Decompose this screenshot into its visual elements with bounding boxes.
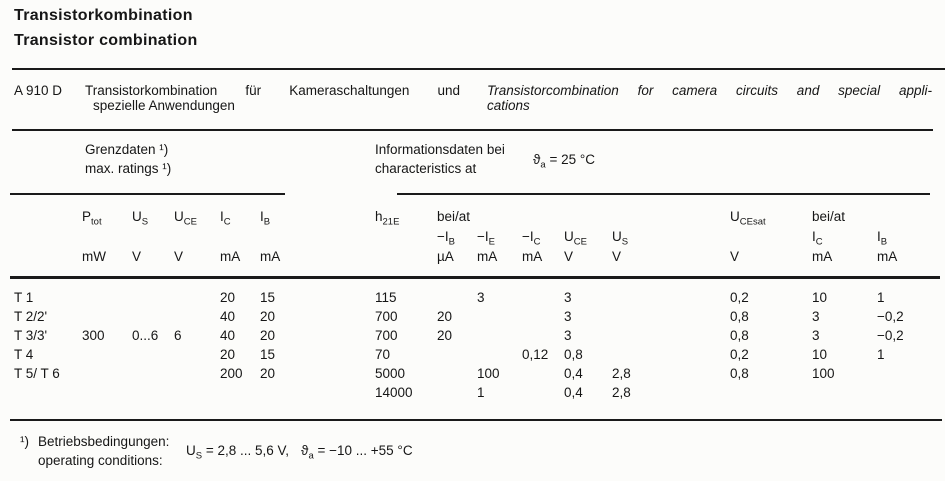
cell-h21e: 700 bbox=[375, 328, 398, 343]
unit-ic2: mA bbox=[812, 249, 833, 264]
section-max-ratings-german: Grenzdaten ¹) bbox=[85, 142, 169, 157]
cell-ib2 bbox=[877, 364, 931, 383]
cell-minus-ib bbox=[437, 345, 477, 364]
cell-ic2: 10 bbox=[812, 347, 828, 362]
unit-ucesat: V bbox=[730, 249, 740, 264]
theta-symbol: ϑ bbox=[301, 443, 309, 458]
cell-uce2: 3 bbox=[564, 309, 572, 324]
divider-ratings-header bbox=[10, 193, 285, 195]
cell-ucesat: 0,2 bbox=[730, 290, 749, 305]
divider-body-footnote bbox=[10, 419, 942, 421]
cell-ic2 bbox=[812, 383, 877, 402]
cell-minus-ic bbox=[522, 383, 564, 402]
section-characteristics-german: Informationsdaten bei bbox=[375, 142, 505, 157]
cell-us bbox=[132, 307, 174, 326]
cell-h21e: 70 bbox=[375, 347, 391, 362]
col-header-us2: $U_S$ bbox=[612, 229, 629, 248]
column-units-row bbox=[14, 247, 931, 267]
cell-minus-ic bbox=[522, 307, 564, 326]
cell-ib: 20 bbox=[260, 328, 276, 343]
row-label: T 2/2' bbox=[14, 309, 48, 324]
cell-minus-ie: 3 bbox=[477, 290, 485, 305]
cell-uce bbox=[174, 364, 220, 383]
product-description-german bbox=[85, 83, 460, 113]
theta-symbol: ϑ bbox=[533, 152, 541, 167]
product-description-german-line2: spezielle Anwendungen bbox=[93, 98, 235, 113]
col-header-ptot: $P_{tot}$ bbox=[82, 209, 102, 228]
cell-uce2: 3 bbox=[564, 290, 572, 305]
cell-uce bbox=[174, 345, 220, 364]
cell-us bbox=[132, 288, 174, 307]
theta-subscript: a bbox=[308, 450, 314, 462]
cell-uce: 6 bbox=[174, 328, 182, 343]
footnote-marker: ¹) bbox=[20, 434, 29, 449]
cell-ic: 20 bbox=[220, 290, 236, 305]
cell-us2: 2,8 bbox=[612, 385, 631, 400]
cell-minus-ic bbox=[522, 326, 564, 345]
cell-us bbox=[132, 383, 174, 402]
theta-subscript: a bbox=[540, 159, 546, 171]
unit-minus-ib: µA bbox=[437, 249, 454, 264]
cell-ic: 40 bbox=[220, 328, 236, 343]
unit-minus-ic: mA bbox=[522, 249, 543, 264]
cell-uce bbox=[174, 307, 220, 326]
col-header-beiat2: bei/at bbox=[812, 209, 846, 224]
row-label: T 5/ T 6 bbox=[14, 366, 60, 381]
table-column-headers bbox=[14, 206, 931, 267]
table-body bbox=[14, 288, 931, 402]
condition-value: = 25 °C bbox=[545, 152, 595, 167]
cell-uce2: 3 bbox=[564, 328, 572, 343]
cell-ucesat: 0,8 bbox=[730, 366, 749, 381]
cell-uce bbox=[174, 383, 220, 402]
us-subscript: S bbox=[195, 450, 203, 462]
col-header-h21e: $h_{21E}$ bbox=[375, 209, 400, 228]
cell-h21e: 115 bbox=[375, 290, 397, 305]
cell-us: 0...6 bbox=[132, 328, 159, 343]
cell-us2 bbox=[612, 288, 730, 307]
cell-us2: 2,8 bbox=[612, 366, 631, 381]
cell-ptot bbox=[82, 364, 132, 383]
section-characteristics-english: characteristics at bbox=[375, 161, 477, 176]
table-row bbox=[14, 345, 931, 364]
cell-ib: 15 bbox=[260, 347, 276, 362]
col-header-ib2: $I_B$ bbox=[877, 229, 888, 248]
cell-ib: 20 bbox=[260, 366, 276, 381]
col-header-minus-ic: $-I_C$ bbox=[522, 229, 541, 248]
divider-header-body bbox=[10, 276, 940, 279]
unit-ptot: mW bbox=[82, 249, 106, 264]
cell-minus-ie bbox=[477, 345, 522, 364]
cell-ic: 20 bbox=[220, 347, 236, 362]
cell-ib2: 1 bbox=[877, 347, 885, 362]
divider-characteristics-header bbox=[397, 193, 930, 195]
unit-uce: V bbox=[174, 249, 184, 264]
cell-uce2: 0,4 bbox=[564, 385, 583, 400]
cell-ib2: −0,2 bbox=[877, 328, 904, 343]
col-header-minus-ib: $-I_B$ bbox=[437, 229, 455, 248]
unit-minus-ie: mA bbox=[477, 249, 498, 264]
table-row bbox=[14, 288, 931, 307]
unit-ib2: mA bbox=[877, 249, 898, 264]
cell-minus-ie bbox=[477, 326, 522, 345]
cell-minus-ib: 20 bbox=[437, 309, 453, 324]
col-header-us: $U_S$ bbox=[132, 209, 149, 228]
cell-us2 bbox=[612, 326, 730, 345]
cell-ib: 15 bbox=[260, 290, 276, 305]
cell-minus-ic bbox=[522, 364, 564, 383]
col-header-uce: $U_{CE}$ bbox=[174, 209, 197, 228]
section-max-ratings-english: max. ratings ¹) bbox=[85, 161, 172, 176]
cell-us2 bbox=[612, 307, 730, 326]
page-title-english: Transistor combination bbox=[14, 32, 198, 49]
cell-h21e: 5000 bbox=[375, 366, 406, 381]
cell-ic bbox=[220, 383, 260, 402]
row-label: T 3/3' bbox=[14, 328, 48, 343]
temperature-range: = −10 ... +55 °C bbox=[313, 443, 413, 458]
col-header-ic2: $I_C$ bbox=[812, 229, 823, 248]
us-symbol: U bbox=[186, 443, 196, 458]
cell-ib2: 1 bbox=[877, 290, 885, 305]
cell-us bbox=[132, 345, 174, 364]
cell-uce2: 0,4 bbox=[564, 366, 583, 381]
unit-ic: mA bbox=[220, 249, 241, 264]
unit-us2: V bbox=[612, 249, 622, 264]
cell-minus-ib bbox=[437, 288, 477, 307]
product-code: A 910 D bbox=[14, 83, 63, 98]
divider-product bbox=[12, 129, 933, 131]
cell-minus-ib bbox=[437, 364, 477, 383]
product-description-english bbox=[487, 83, 932, 113]
cell-minus-ic: 0,12 bbox=[522, 347, 549, 362]
section-characteristics bbox=[375, 142, 505, 176]
cell-ic2: 3 bbox=[812, 328, 820, 343]
table-row bbox=[14, 383, 931, 402]
col-header-ucesat: $U_{CEsat}$ bbox=[730, 209, 766, 228]
footnote-operating-conditions bbox=[186, 443, 413, 462]
col-header-beiat: bei/at bbox=[437, 209, 471, 224]
table-row bbox=[14, 364, 931, 383]
product-description-english-line2: cations bbox=[487, 98, 530, 113]
cell-minus-ie: 100 bbox=[477, 366, 500, 381]
product-description-english-line1: Transistorcombination for camera circuits and special appli- bbox=[487, 83, 932, 98]
cell-us bbox=[132, 364, 174, 383]
row-label: T 4 bbox=[14, 347, 34, 362]
column-subsymbols-row bbox=[14, 227, 931, 247]
cell-ucesat bbox=[730, 383, 812, 402]
row-label bbox=[14, 383, 82, 402]
column-symbols-row bbox=[14, 206, 931, 227]
cell-ptot bbox=[82, 345, 132, 364]
col-header-uce2: $U_{CE}$ bbox=[564, 229, 587, 248]
col-header-ib: $I_B$ bbox=[260, 209, 271, 228]
divider-top bbox=[12, 68, 945, 70]
cell-ib2: −0,2 bbox=[877, 309, 904, 324]
col-header-ic: $I_C$ bbox=[220, 209, 231, 228]
cell-h21e: 14000 bbox=[375, 385, 413, 400]
unit-ib: mA bbox=[260, 249, 281, 264]
cell-ptot bbox=[82, 383, 132, 402]
cell-ib: 20 bbox=[260, 309, 276, 324]
cell-minus-ib bbox=[437, 383, 477, 402]
col-header-minus-ie: $-I_E$ bbox=[477, 229, 495, 248]
us-range: = 2,8 ... 5,6 V, bbox=[202, 443, 290, 458]
cell-ic: 200 bbox=[220, 366, 243, 381]
cell-ic2: 10 bbox=[812, 290, 828, 305]
unit-us: V bbox=[132, 249, 142, 264]
cell-minus-ie bbox=[477, 307, 522, 326]
cell-h21e: 700 bbox=[375, 309, 398, 324]
row-label: T 1 bbox=[14, 290, 34, 305]
footnote-german: Betriebsbedingungen: bbox=[38, 434, 170, 449]
cell-ptot bbox=[82, 288, 132, 307]
cell-us2 bbox=[612, 345, 730, 364]
cell-minus-ic bbox=[522, 288, 564, 307]
footnote-english: operating conditions: bbox=[38, 453, 163, 468]
cell-ucesat: 0,2 bbox=[730, 347, 749, 362]
cell-ptot: 300 bbox=[82, 328, 105, 343]
cell-ucesat: 0,8 bbox=[730, 328, 749, 343]
product-description-german-line1: Transistorkombination für Kameraschaltungen und bbox=[85, 83, 460, 98]
cell-ib bbox=[260, 383, 375, 402]
cell-ic2: 3 bbox=[812, 309, 820, 324]
unit-uce2: V bbox=[564, 249, 574, 264]
cell-ic: 40 bbox=[220, 309, 236, 324]
section-characteristics-condition bbox=[533, 152, 595, 171]
cell-ic2: 100 bbox=[812, 366, 835, 381]
cell-minus-ie: 1 bbox=[477, 385, 485, 400]
table-row bbox=[14, 307, 931, 326]
section-max-ratings bbox=[85, 142, 171, 176]
cell-minus-ib: 20 bbox=[437, 328, 453, 343]
page-title-german: Transistorkombination bbox=[14, 7, 193, 24]
cell-uce2: 0,8 bbox=[564, 347, 583, 362]
cell-ptot bbox=[82, 307, 132, 326]
cell-ucesat: 0,8 bbox=[730, 309, 749, 324]
cell-uce bbox=[174, 288, 220, 307]
cell-ib2 bbox=[877, 383, 931, 402]
table-row bbox=[14, 326, 931, 345]
